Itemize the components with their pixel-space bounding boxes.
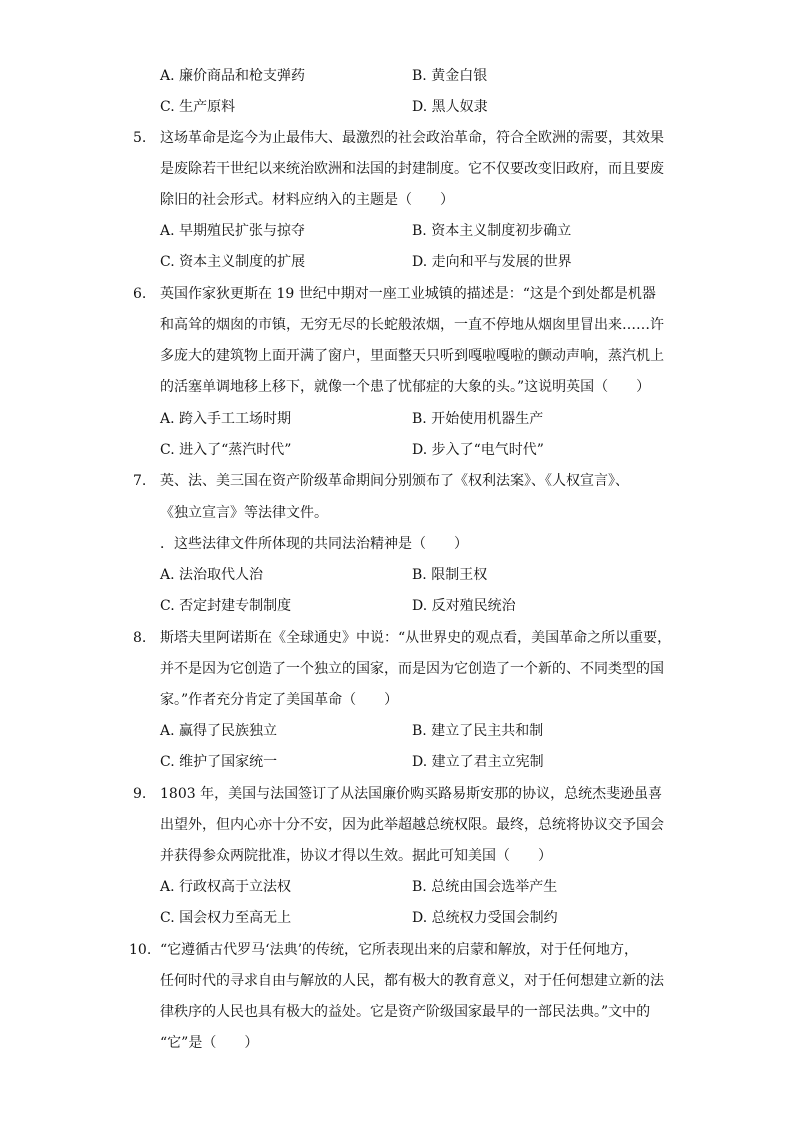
q5-stem-line: 是废除若干世纪以来统治欧洲和法国的封建制度。它不仅要改变旧政府，而且要废 <box>160 161 664 177</box>
q8-option-a: A. 赢得了民族独立 <box>160 723 278 739</box>
q4-option-b: B. 黄金白银 <box>412 68 488 84</box>
q8-stem-line: 斯塔夫里阿诺斯在《全球通史》中说：“从世界史的观点看，美国革命之所以重要， <box>160 630 672 646</box>
q9-option-a: A. 行政权高于立法权 <box>160 879 292 895</box>
q9-option-d: D. 总统权力受国会制约 <box>412 910 558 926</box>
q6-option-b: B. 开始使用机器生产 <box>412 411 544 427</box>
q9-stem-line: 出望外，但内心亦十分不安，因为此举超越总统权限。最终，总统将协议交予国会 <box>160 817 664 833</box>
q7-option-a: A. 法治取代人治 <box>160 567 264 583</box>
q9-number: 9. <box>133 786 147 802</box>
q8-option-c: C. 维护了国家统一 <box>160 754 278 770</box>
q5-option-c: C. 资本主义制度的扩展 <box>160 254 306 270</box>
q9-option-c: C. 国会权力至高无上 <box>160 910 292 926</box>
q9-stem-line: 1803 年，美国与法国签订了从法国廉价购买路易斯安那的协议，总统杰斐逊虽喜 <box>160 786 663 802</box>
q8-number: 8. <box>133 630 147 646</box>
q6-option-a: A. 跨入手工工场时期 <box>160 411 292 427</box>
q5-option-d: D. 走向和平与发展的世界 <box>412 254 572 270</box>
q7-option-c: C. 否定封建专制制度 <box>160 598 292 614</box>
q5-option-b: B. 资本主义制度初步确立 <box>412 223 572 239</box>
q8-option-b: B. 建立了民主共和制 <box>412 723 544 739</box>
q4-option-d: D. 黑人奴隶 <box>412 99 488 115</box>
q9-stem-line: 并获得参众两院批准，协议才得以生效。据此可知美国（ ） <box>160 848 552 864</box>
q4-option-c: C. 生产原料 <box>160 99 236 115</box>
q10-number: 10. <box>129 942 152 958</box>
q5-option-a: A. 早期殖民扩张与掠夺 <box>160 223 306 239</box>
q7-option-d: D. 反对殖民统治 <box>412 598 516 614</box>
q7-option-b: B. 限制王权 <box>412 567 488 583</box>
q8-stem-line: 家。”作者充分肯定了美国革命（ ） <box>160 692 399 708</box>
q9-option-b: B. 总统由国会选举产生 <box>412 879 558 895</box>
q5-stem-line: 除旧的社会形式。材料应纳入的主题是（ ） <box>160 192 454 208</box>
q4-option-a: A. 廉价商品和枪支弹药 <box>160 68 306 84</box>
q6-stem-line: 多庞大的建筑物上面开满了窗户，里面整天只听到嘎啦嘎啦的颤动声响，蒸汽机上 <box>160 348 664 364</box>
q6-option-c: C. 进入了“蒸汽时代” <box>160 442 292 458</box>
q7-stem-line: 英、法、美三国在资产阶级革命期间分别颁布了《权利法案》、《人权宣言》、 <box>160 473 629 489</box>
q7-stem-line: 《独立宣言》等法律文件。 <box>160 505 328 521</box>
q5-number: 5. <box>133 130 147 146</box>
q6-stem-line: 的活塞单调地移上移下，就像一个患了忧郁症的大象的头。”这说明英国（ ） <box>160 379 651 395</box>
q6-number: 6. <box>133 286 147 302</box>
q5-stem-line: 这场革命是迄今为止最伟大、最激烈的社会政治革命，符合全欧洲的需要，其效果 <box>160 130 664 146</box>
q7-number: 7. <box>133 473 147 489</box>
q6-option-d: D. 步入了“电气时代” <box>412 442 544 458</box>
q7-stem-line: ．这些法律文件所体现的共同法治精神是（ ） <box>160 536 468 552</box>
q8-option-d: D. 建立了君主立宪制 <box>412 754 544 770</box>
q10-stem-line: “它遵循古代罗马‘法典’的传统，它所表现出来的启蒙和解放，对于任何地方， <box>160 942 639 958</box>
q10-stem-line: “它”是（ ） <box>160 1035 259 1051</box>
q6-stem-line: 英国作家狄更斯在 19 世纪中期对一座工业城镇的描述是：“这是个到处都是机器 <box>160 286 656 302</box>
q6-stem-line: 和高耸的烟囱的市镇，无穷无尽的长蛇般浓烟，一直不停地从烟囱里冒出来……许 <box>160 317 664 333</box>
q10-stem-line: 任何时代的寻求自由与解放的人民，都有极大的教育意义，对于任何想建立新的法 <box>160 973 664 989</box>
q10-stem-line: 律秩序的人民也具有极大的益处。它是资产阶级国家最早的一部民法典。”文中的 <box>160 1004 651 1020</box>
q8-stem-line: 并不是因为它创造了一个独立的国家，而是因为它创造了一个新的、不同类型的国 <box>160 661 664 677</box>
